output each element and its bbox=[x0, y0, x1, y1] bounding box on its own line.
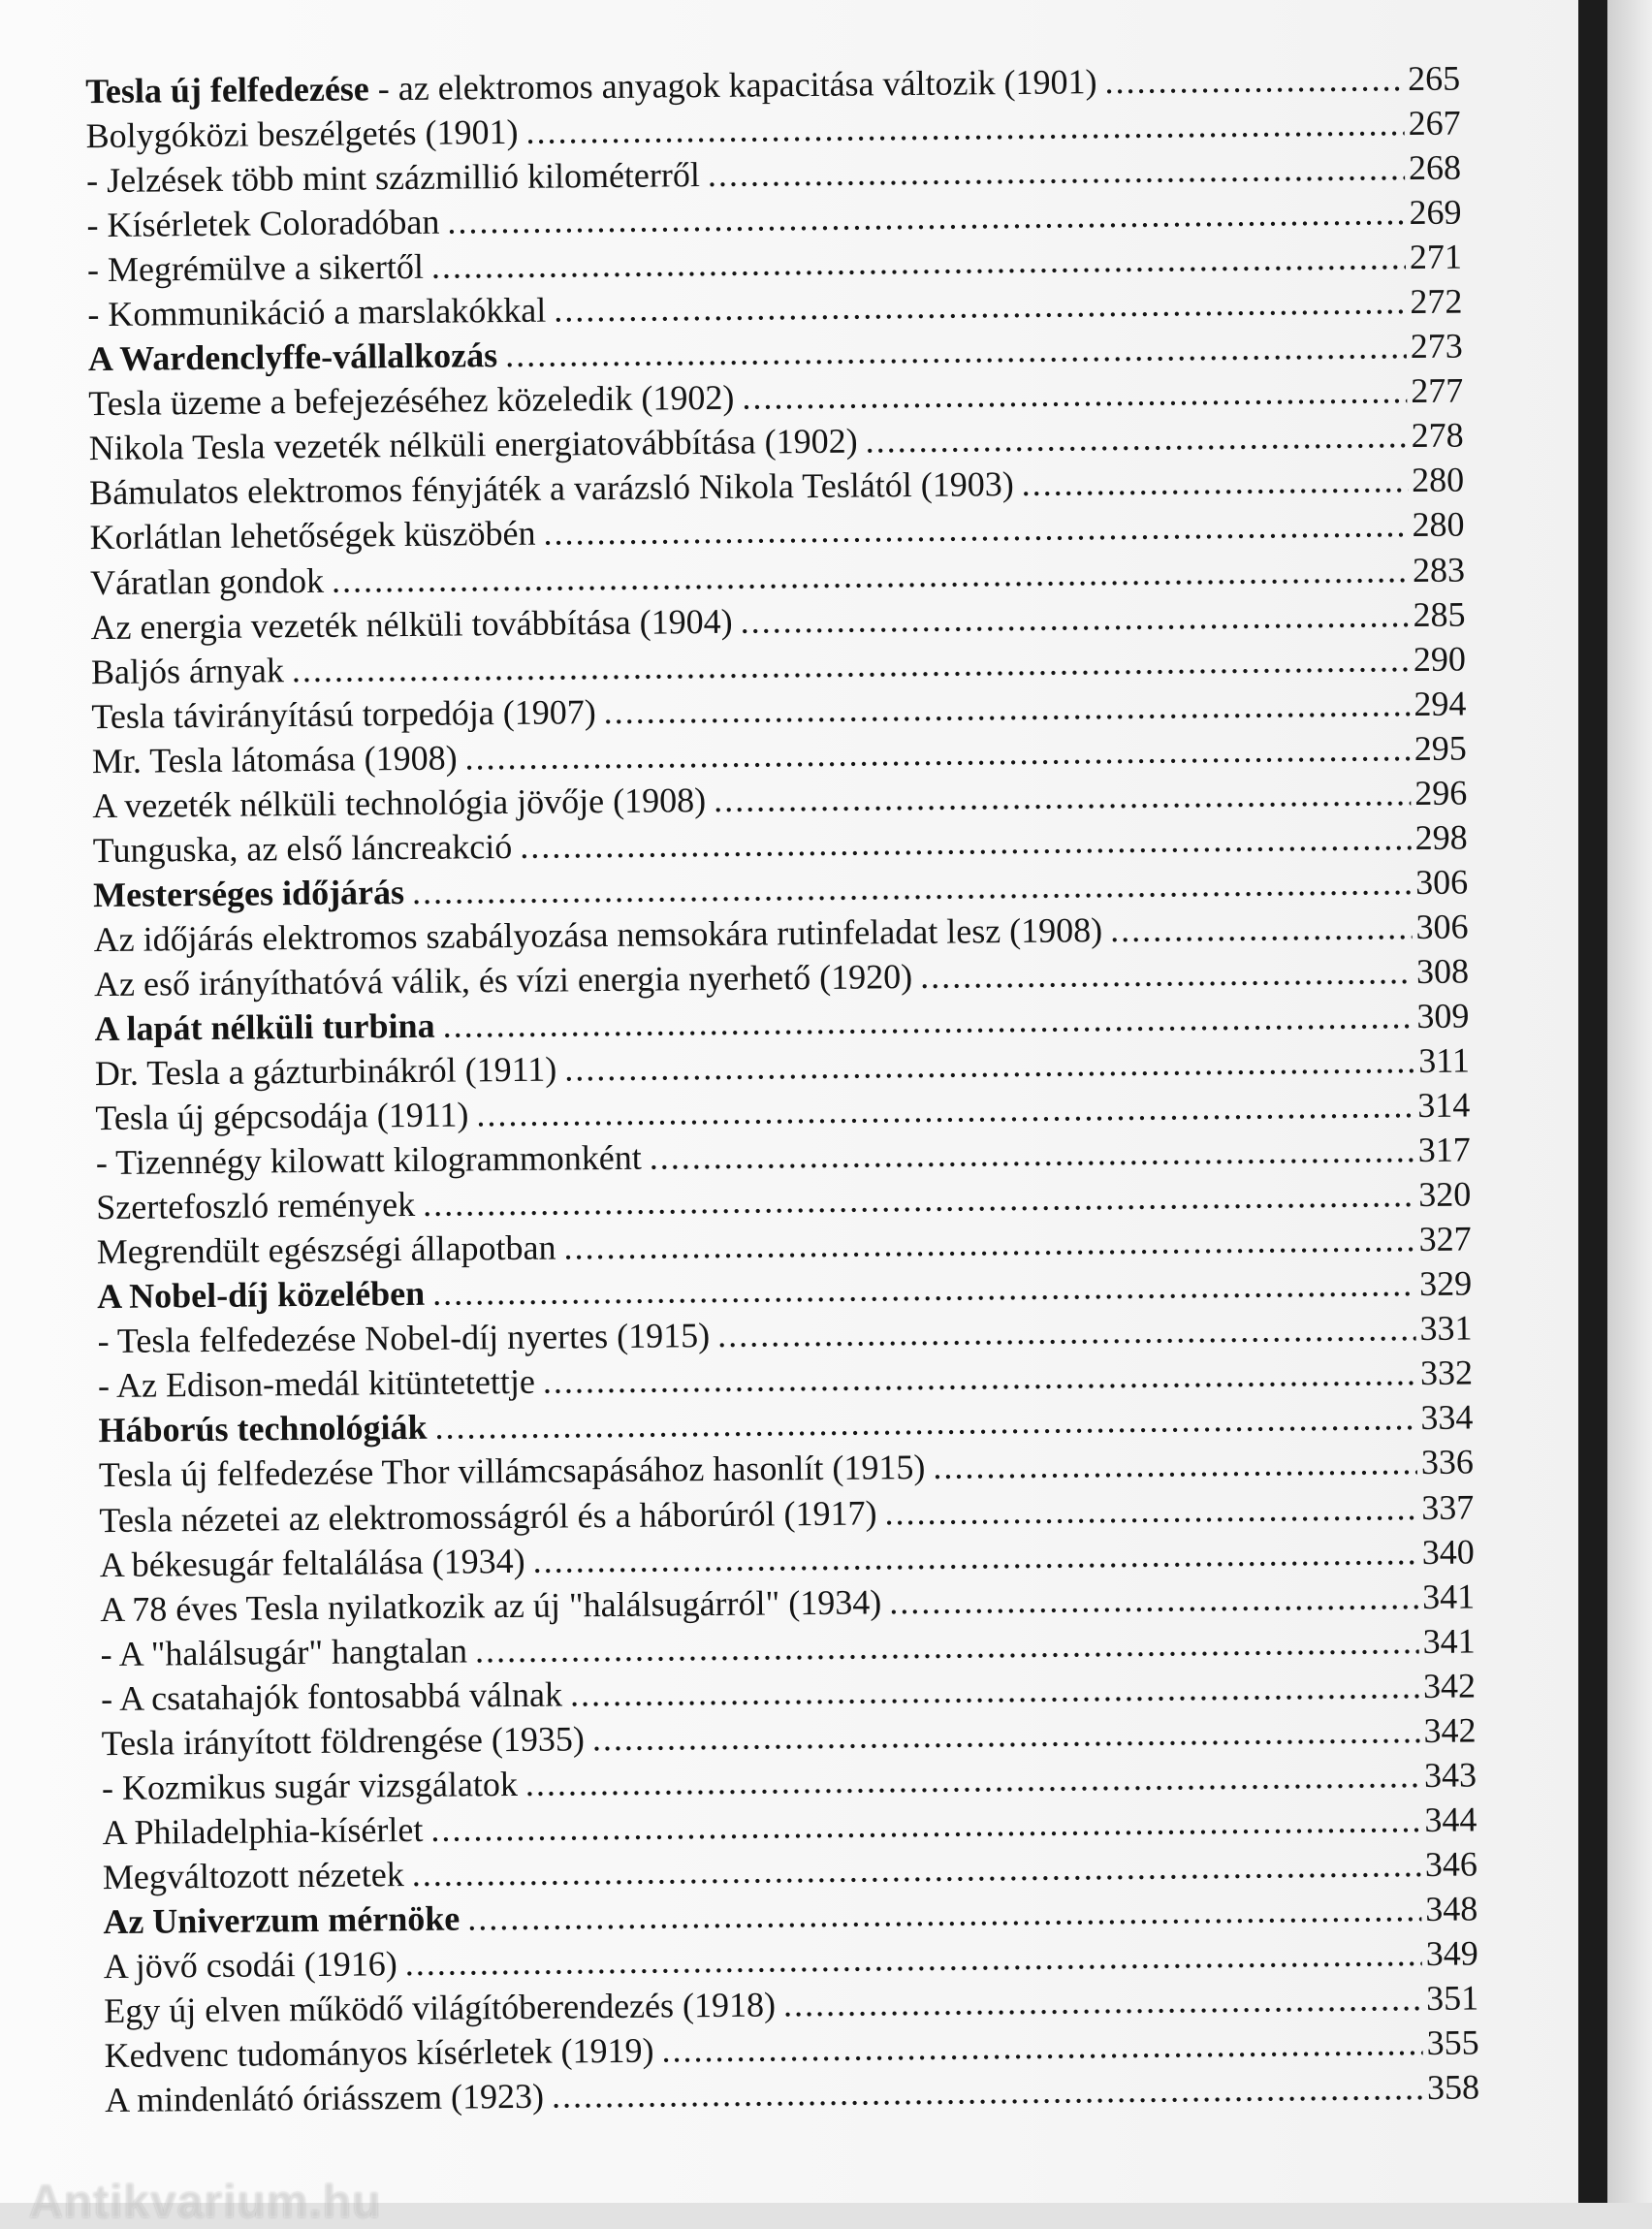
dot-leader bbox=[661, 2021, 1423, 2073]
dot-leader bbox=[592, 1708, 1420, 1761]
toc-entry-page-number: 278 bbox=[1411, 415, 1464, 456]
toc-entry-page-number: 308 bbox=[1415, 951, 1470, 991]
toc-entry-title: Háborús technológiák bbox=[98, 1408, 428, 1450]
toc-entry-title: Nikola Tesla vezeték nélküli energiatovábbítása (1902) bbox=[88, 421, 858, 468]
toc-entry-title: A lapát nélküli turbina bbox=[94, 1005, 435, 1049]
dot-leader bbox=[1021, 459, 1408, 507]
toc-entry-title: - Az Edison-medál kitüntetettje bbox=[97, 1362, 536, 1406]
toc-entry-page-number: 346 bbox=[1424, 1844, 1478, 1884]
dot-leader bbox=[717, 1306, 1416, 1357]
book-edge bbox=[1578, 0, 1607, 2203]
toc-entry-page-number: 351 bbox=[1425, 1978, 1479, 2018]
toc-entry-title: - Megrémülve a sikertől bbox=[86, 247, 425, 290]
toc-entry-page-number: 280 bbox=[1411, 460, 1465, 500]
toc-entry-title: Tesla távirányítású torpedója (1907) bbox=[91, 691, 596, 736]
toc-entry-title: Az energia vezeték nélküli továbbítása (1904) bbox=[90, 601, 733, 647]
toc-entry-page-number: 349 bbox=[1425, 1933, 1478, 1973]
toc-entry-title: A Nobel-díj közelében bbox=[96, 1274, 426, 1317]
dot-leader bbox=[708, 145, 1406, 197]
dot-leader bbox=[933, 1440, 1417, 1489]
toc-entry-title: Mr. Tesla látomása (1908) bbox=[91, 738, 458, 780]
backdrop bbox=[1607, 0, 1652, 2203]
toc-entry-page-number: 317 bbox=[1417, 1130, 1471, 1170]
dot-leader bbox=[650, 1128, 1414, 1180]
toc-entry-title: Bolygóközi beszélgetés (1901) bbox=[85, 111, 519, 156]
dot-leader bbox=[603, 682, 1410, 734]
dot-leader bbox=[563, 1217, 1415, 1269]
dot-leader bbox=[889, 1575, 1418, 1624]
toc-entry-title: Szertefoszló remények bbox=[96, 1185, 416, 1227]
toc-entry-title: A békesugár feltalálása (1934) bbox=[99, 1541, 525, 1584]
toc-entry-subtitle: - az elektromos anyagok kapacitása változik (1901) bbox=[368, 62, 1097, 109]
toc-entry-page-number: 331 bbox=[1419, 1308, 1473, 1349]
toc-entry-page-number: 283 bbox=[1412, 550, 1466, 589]
dot-leader bbox=[564, 1038, 1414, 1091]
toc-entry-page-number: 342 bbox=[1423, 1710, 1477, 1750]
toc-entry-title: - Kommunikáció a marslakókkal bbox=[87, 290, 547, 334]
toc-entry-page-number: 285 bbox=[1413, 594, 1466, 634]
toc-entry-page-number: 269 bbox=[1409, 192, 1462, 233]
toc-entry-title: Megrendült egészségi állapotban bbox=[96, 1227, 556, 1272]
toc-entry-page-number: 271 bbox=[1409, 237, 1463, 277]
toc-entry-title: Dr. Tesla a gázturbinákról (1911) bbox=[94, 1049, 557, 1094]
toc-entry-page-number: 306 bbox=[1415, 907, 1469, 946]
toc-entry-page-number: 290 bbox=[1413, 639, 1467, 679]
dot-leader bbox=[783, 1976, 1423, 2026]
toc-entry-page-number: 277 bbox=[1411, 370, 1464, 411]
toc-entry-page-number: 355 bbox=[1426, 2022, 1479, 2063]
toc-entry-title: Tunguska, az első láncreakció bbox=[92, 826, 513, 870]
dot-leader bbox=[552, 2065, 1423, 2118]
toc-entry-title: Tesla új gépcsodája (1911) bbox=[95, 1095, 469, 1138]
dot-leader bbox=[570, 1664, 1420, 1716]
toc-entry-title: Korlátlan lehetőségek küszöbén bbox=[89, 514, 536, 557]
toc-entry-title: A Wardenclyffe-vállalkozás bbox=[87, 335, 498, 379]
toc-entry-page-number: 348 bbox=[1425, 1889, 1478, 1928]
toc-entry-page-number: 332 bbox=[1419, 1353, 1474, 1393]
toc-entry-page-number: 341 bbox=[1422, 1621, 1476, 1661]
dot-leader bbox=[742, 368, 1407, 420]
dot-leader bbox=[554, 279, 1407, 332]
toc-entry-title: Tesla új felfedezése bbox=[85, 69, 369, 111]
toc-entry-title: Kedvenc tudományos kísérletek (1919) bbox=[104, 2030, 654, 2076]
toc-entry-title: - Tizennégy kilowatt kilogrammonként bbox=[95, 1137, 642, 1183]
watermark: Antikvarium.hu bbox=[29, 2177, 382, 2228]
toc-entry-title: Váratlan gondok bbox=[89, 560, 325, 602]
toc-entry-title: Bámulatos elektromos fényjáték a varázsló Nikola Teslától (1903) bbox=[89, 464, 1014, 513]
toc-entry-title: Tesla üzeme a befejezéséhez közeledik (1902) bbox=[88, 378, 735, 424]
dot-leader bbox=[884, 1485, 1417, 1535]
toc-entry-page-number: 294 bbox=[1414, 684, 1467, 723]
toc-entry-title: - A csatahajók fontosabbá válnak bbox=[100, 1674, 563, 1718]
toc-entry-page-number: 336 bbox=[1420, 1442, 1475, 1482]
toc-entry-page-number: 327 bbox=[1418, 1219, 1472, 1259]
toc-entry-page-number: 314 bbox=[1417, 1085, 1471, 1126]
toc-entry-title: Az Univerzum mérnöke bbox=[103, 1898, 461, 1941]
toc-entry-page-number: 272 bbox=[1410, 281, 1463, 322]
toc-entry-page-number: 337 bbox=[1421, 1486, 1475, 1527]
toc-entry-page-number: 265 bbox=[1407, 58, 1461, 99]
toc-entry-title: Az időjárás elektromos szabályozása nemsokára rutinfeladat lesz (1908) bbox=[93, 910, 1103, 960]
toc-entry-title: Egy új elven működő világítóberendezés (1918) bbox=[104, 1985, 777, 2031]
toc-entry-page-number: 267 bbox=[1408, 103, 1461, 143]
toc-entry-page-number: 280 bbox=[1412, 504, 1465, 545]
toc-entry-page-number: 334 bbox=[1420, 1397, 1474, 1438]
toc-entry-title: - A "halálsugár" hangtalan bbox=[100, 1631, 468, 1673]
toc-entry-title: Tesla nézetei az elektromosságról és a háborúról (1917) bbox=[99, 1492, 877, 1540]
dot-leader bbox=[740, 592, 1409, 644]
toc-entry-title: Mesterséges időjárás bbox=[92, 872, 405, 914]
toc-entry-title: A jövő csodái (1916) bbox=[103, 1944, 397, 1987]
toc-entry-page-number: 343 bbox=[1423, 1755, 1477, 1795]
toc-entry-page-number: 320 bbox=[1418, 1174, 1472, 1215]
dot-leader bbox=[714, 771, 1412, 822]
table-of-contents bbox=[0, 54, 1590, 2123]
toc-entry-title: Megváltozott nézetek bbox=[102, 1854, 404, 1896]
toc-entry-page-number: 342 bbox=[1422, 1666, 1477, 1705]
dot-leader bbox=[1110, 905, 1413, 952]
toc-entry-title: - Kozmikus sugár vizsgálatok bbox=[101, 1764, 519, 1807]
toc-entry-title: - Tesla felfedezése Nobel-díj nyertes (1915) bbox=[97, 1316, 711, 1361]
dot-leader bbox=[865, 413, 1408, 462]
toc-entry-page-number: 358 bbox=[1426, 2067, 1480, 2108]
dot-leader bbox=[920, 949, 1413, 999]
dot-leader bbox=[1104, 56, 1404, 104]
toc-entry-title: Tesla irányított földrengése (1935) bbox=[101, 1719, 586, 1763]
toc-entry-page-number: 309 bbox=[1416, 996, 1470, 1035]
toc-entry-page-number: 329 bbox=[1418, 1263, 1473, 1304]
toc-entry-page-number: 341 bbox=[1421, 1576, 1476, 1616]
toc-entry-title: A vezeték nélküli technológia jövője (1908) bbox=[92, 780, 707, 825]
toc-entry-title: Az eső irányíthatóvá válik, és vízi energia nyerhető (1920) bbox=[93, 956, 913, 1004]
toc-entry-title: A Philadelphia-kísérlet bbox=[102, 1809, 424, 1852]
toc-entry-page-number: 340 bbox=[1421, 1532, 1475, 1572]
toc-entry-title: Tesla új felfedezése Thor villámcsapásához hasonlít (1915) bbox=[98, 1448, 926, 1495]
toc-entry-title: - Kísérletek Coloradóban bbox=[86, 202, 440, 245]
toc-entry-title: A 78 éves Tesla nyilatkozik az új "halálsugárról" (1934) bbox=[100, 1581, 882, 1629]
toc-entry-page-number: 306 bbox=[1414, 862, 1469, 902]
toc-entry-page-number: 296 bbox=[1414, 773, 1468, 812]
toc-entry-title: A mindenlátó óriásszem (1923) bbox=[104, 2076, 545, 2120]
toc-entry-page-number: 268 bbox=[1408, 147, 1462, 188]
toc-entry-page-number: 344 bbox=[1424, 1799, 1477, 1839]
toc-entry-page-number: 311 bbox=[1418, 1040, 1471, 1081]
toc-entry-page-number: 295 bbox=[1414, 728, 1467, 768]
toc-entry-page-number: 273 bbox=[1410, 326, 1463, 366]
toc-entry-title: Baljós árnyak bbox=[90, 650, 285, 691]
toc-entry-title: - Jelzések több mint százmillió kilométerről bbox=[85, 155, 701, 201]
toc-entry-page-number: 298 bbox=[1414, 817, 1468, 857]
